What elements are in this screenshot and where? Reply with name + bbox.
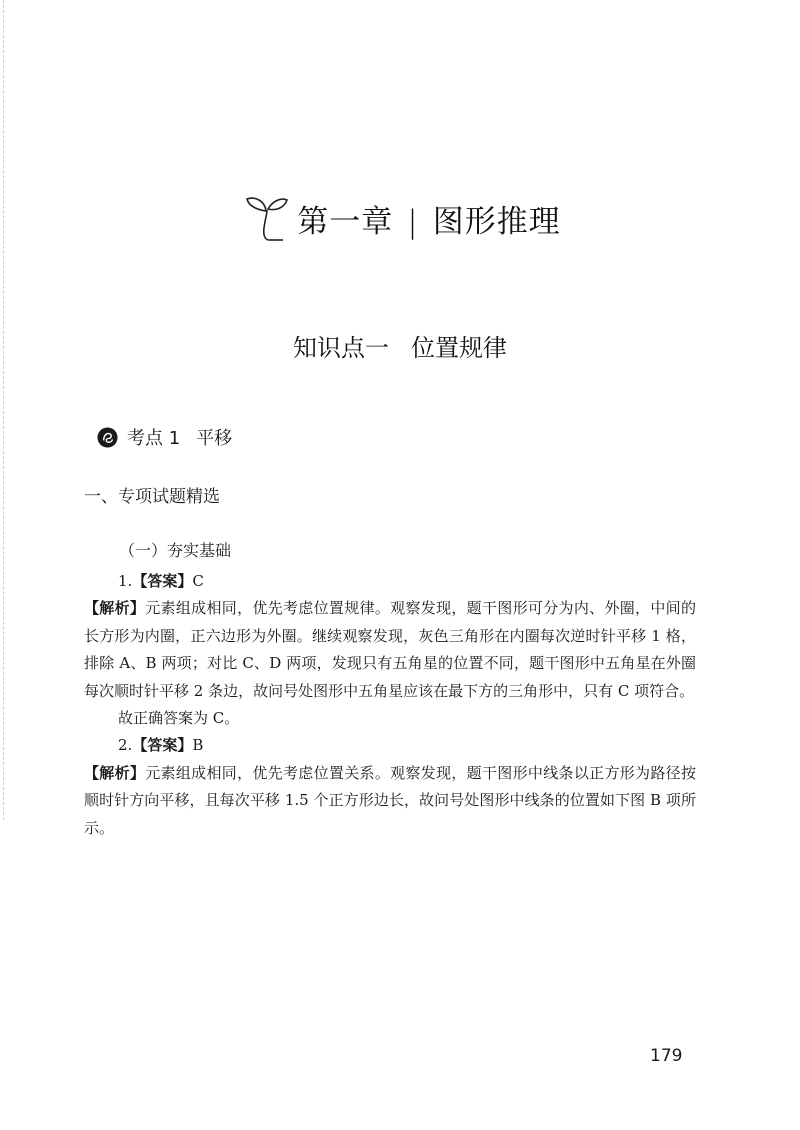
page-number: 179 — [650, 1046, 683, 1066]
section-title: 一、专项试题精选 — [84, 487, 220, 507]
question-number: 1. — [118, 572, 133, 590]
question-number: 2. — [118, 736, 133, 755]
analysis-tag: 【解析】 — [84, 763, 146, 782]
question-1-answer — [84, 568, 696, 595]
question-1-conclusion: 故正确答案为 C。 — [118, 709, 240, 728]
chapter-name: 图形推理 — [432, 203, 561, 240]
exam-point-title: 平移 — [196, 428, 233, 449]
analysis-text: 元素组成相同，优先考虑位置关系。观察发现，题干图形中线条以正方形为路径按顺时针方向平移，且每次平移 1.5 个正方形边长，故问号处图形中线条的位置如下图 B 项所示。 — [84, 763, 696, 837]
sprout-icon — [239, 188, 295, 244]
exam-point-heading — [97, 424, 232, 450]
answer-tag: 【答案】 — [132, 736, 193, 755]
answer-tag: 【答案】 — [132, 572, 193, 590]
answer-list — [84, 568, 696, 842]
chapter-separator: | — [407, 203, 419, 240]
question-2-answer — [84, 732, 696, 759]
exam-point-icon — [97, 427, 118, 448]
knowledge-point-title: 位置规律 — [411, 334, 507, 362]
answer-value: C — [192, 572, 204, 590]
subsection-title: （一）夯实基础 — [119, 541, 232, 560]
analysis-tag: 【解析】 — [84, 599, 146, 618]
chapter-heading — [0, 192, 800, 244]
knowledge-point-label: 知识点一 — [293, 334, 389, 362]
scan-edge-marks — [3, 0, 4, 820]
question-2-analysis — [84, 760, 696, 842]
question-1-analysis — [84, 595, 696, 705]
chapter-title — [297, 196, 560, 241]
answer-value: B — [192, 736, 204, 755]
analysis-text: 元素组成相同，优先考虑位置规律。观察发现，题干图形可分为内、外圈，中间的长方形为内圈，正六边形为外圈。继续观察发现，灰色三角形在内圈每次逆时针平移 1 格，排除 A、B 两项；对比 C、D 两项，发现只有五角星的位置不同，题干图形中五角星在外圈每次顺时针平移 2 条边，故问号处图形中五角星应该在最下方的三角形中，只有 C 项符合。 — [84, 599, 696, 700]
chapter-number: 第一章 — [297, 203, 394, 240]
knowledge-point-heading — [0, 328, 800, 363]
exam-point-label: 考点 1 — [127, 428, 181, 449]
